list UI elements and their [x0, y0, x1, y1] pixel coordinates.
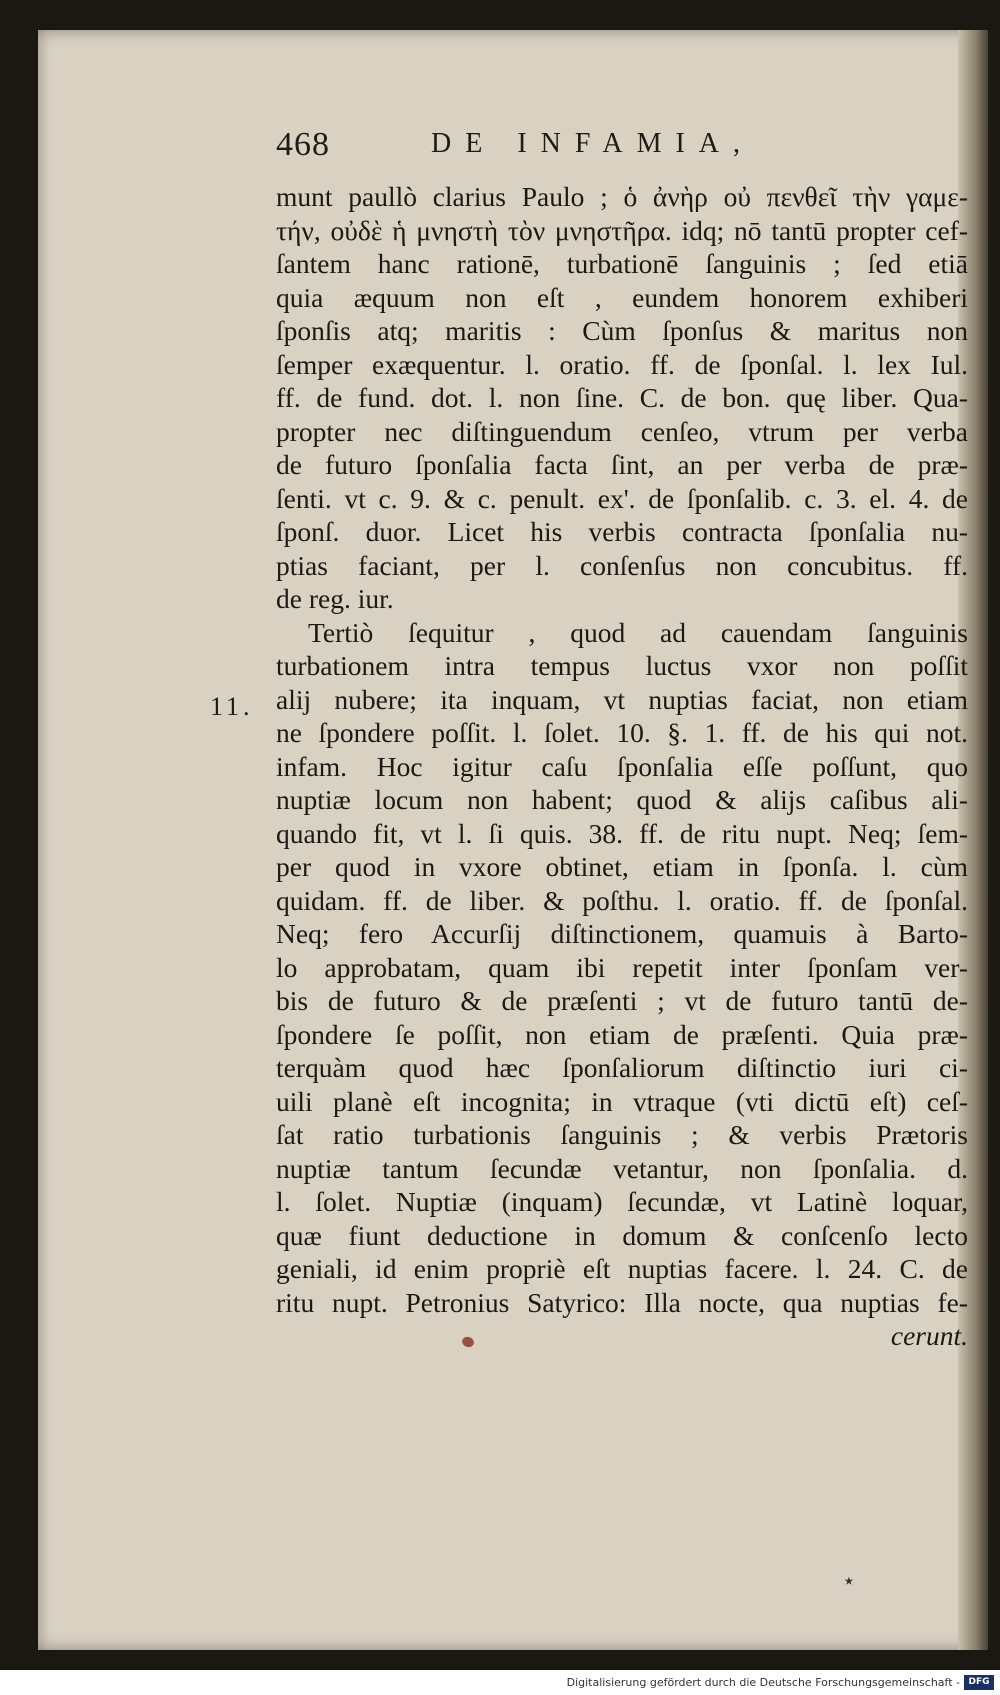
text-line: ſantem hanc rationē, turbationē ſanguinis ; ſed etiā [276, 248, 968, 279]
footer [0, 1672, 1000, 1695]
text-line: propter nec diſtinguendum cenſeo, vtrum per verba [276, 415, 968, 447]
text-line: ſpondere ſe poſſit, non etiam de præſenti. Quia præ- [276, 1018, 968, 1050]
text-line: ritu nupt. Petronius Satyrico: Illa nocte, qua nuptias fe- [276, 1286, 968, 1318]
page-number: 468 [276, 126, 330, 163]
text-line: τήν, οὐδὲ ἡ μνηστὴ τὸν μνηστῆρα. idq; nō tantū propter cef- [276, 214, 968, 246]
printer-mark: ⋆ [842, 1568, 856, 1593]
text-line: cerunt. [890, 1320, 968, 1351]
text-line: ſponſis atq; maritis : Cùm ſponſus & maritus non [276, 315, 968, 346]
text-line: quidam. ff. de liber. & poſthu. l. oratio. ff. de ſponſal. [276, 884, 968, 916]
text-line: quando fit, vt l. ſi quis. 38. ff. de ritu nupt. Neq; ſem- [276, 817, 968, 849]
text-line: quæ fiunt deductione in domum & conſcenſo lecto [276, 1219, 968, 1251]
body-text [276, 180, 968, 1353]
text-line: uili planè eſt incognita; in vtraque (vti dictū eſt) ceſ- [276, 1085, 968, 1117]
text-line: Tertiò ſequitur , quod ad cauendam ſanguinis [308, 616, 968, 648]
text-line: ff. de fund. dot. l. non ſine. C. de bon. quę liber. Qua- [276, 382, 968, 413]
text-line: lo approbatam, quam ibi repetit inter ſponſam ver- [276, 951, 968, 983]
text-line: ptias faciant, per l. conſenſus non concubitus. ff. [276, 549, 968, 581]
text-line: turbationem intra tempus luctus vxor non poſſit [276, 650, 968, 681]
text-line: nuptiæ tantum ſecundæ vetantur, non ſponſalia. d. [276, 1152, 968, 1184]
text-line: ſponſ. duor. Licet his verbis contracta ſponſalia nu- [276, 516, 968, 547]
page-header [276, 126, 876, 176]
text-line: ſenti. vt c. 9. & c. penult. ex'. de ſponſalib. c. 3. el. 4. de [276, 482, 968, 514]
text-line: per quod in vxore obtinet, etiam in ſponſa. l. cùm [276, 851, 968, 882]
text-line: bis de futuro & de præſenti ; vt de futuro tantū de- [276, 985, 968, 1016]
text-line: Neq; fero Accurſij diſtinctionem, quamuis à Barto- [276, 918, 968, 949]
text-line: de futuro ſponſalia facta ſint, an per verba de præ- [276, 449, 968, 480]
text-line: ſemper exæquentur. l. oratio. ff. de ſponſal. l. lex Iul. [276, 348, 968, 380]
text-line: de reg. iur. [276, 583, 394, 614]
text-line: l. ſolet. Nuptiæ (inquam) ſecundæ, vt Latinè loquar, [276, 1186, 968, 1217]
running-title: DE INFAMIA, [431, 128, 755, 159]
text-line: ne ſpondere poſſit. l. ſolet. 10. §. 1. ff. de his qui not. [276, 717, 968, 748]
text-line: ſat ratio turbationis ſanguinis ; & verbis Prætoris [276, 1119, 968, 1150]
text-line: quia æquum non eſt , eundem honorem exhiberi [276, 281, 968, 313]
margin-note: 11. [210, 692, 254, 721]
text-line: infam. Hoc igitur caſu ſponſalia eſſe poſſunt, quo [276, 750, 968, 782]
digitization-credit: Digitalisierung gefördert durch die Deutsche Forschungsgemeinschaft - [566, 1676, 960, 1689]
text-line: nuptiæ locum non habent; quod & alijs caſibus ali- [276, 784, 968, 815]
text-line: geniali, id enim propriè eſt nuptias facere. l. 24. C. de [276, 1253, 968, 1284]
dfg-logo: DFG [964, 1675, 994, 1690]
text-line: munt paullò clarius Paulo ; ὁ ἀνὴρ οὐ πενθεῖ τὴν γαμε- [276, 181, 968, 212]
text-line: terquàm quod hæc ſponſaliorum diſtinctio iuri ci- [276, 1052, 968, 1083]
text-line: alij nubere; ita inquam, vt nuptias faciat, non etiam [276, 683, 968, 715]
